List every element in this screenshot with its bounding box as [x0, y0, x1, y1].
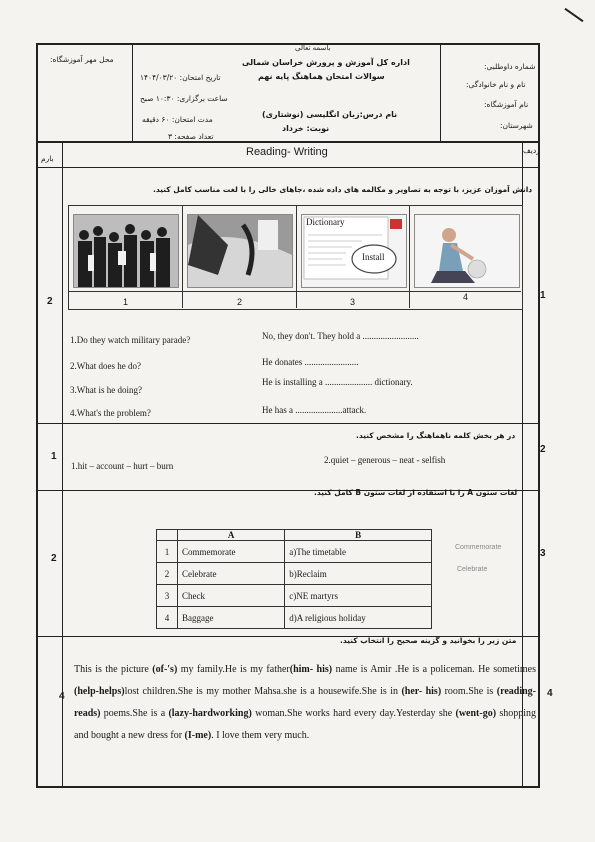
choice-8: (I-me) [184, 730, 212, 741]
q4-row: 4 [547, 688, 553, 699]
row-column-label: ردیف [523, 146, 540, 155]
column-a-cell: Check [178, 585, 285, 607]
bleed-through-text-1: Commemorate [455, 544, 502, 551]
exam-duration: مدت امتحان: ۶۰ دقیقه [142, 115, 213, 124]
table-row: 2 Celebrate b)Reclaim [157, 563, 432, 585]
q1-item-3-answer: He is installing a ..................... dictionary. [262, 377, 413, 387]
q3-instruction: لغات ستون A را با استفاده از لغات ستون B کامل کنید. [314, 488, 518, 497]
dictionary-image [301, 214, 407, 288]
pen-mark [564, 8, 583, 22]
exam-date: تاریخ امتحان: ۱۴۰۴/۰۳/۲۰ [140, 73, 221, 82]
choice-3: (help-helps) [74, 686, 125, 697]
stamp-place: محل مهر آموزشگاه: [50, 55, 114, 64]
q1-item-4-question: 4.What's the problem? [70, 408, 151, 418]
column-b-cell: d)A religious holiday [285, 607, 432, 629]
q3-score: 2 [51, 553, 57, 564]
choice-6: (lazy-hardworking) [168, 708, 252, 719]
q1-item-1-question: 1.Do they watch military parade? [70, 335, 191, 345]
q4-score: 4 [59, 691, 65, 702]
bleed-through-text-2: Celebrate [457, 566, 488, 573]
term: نوبت: خرداد [282, 124, 330, 133]
section-title: Reading- Writing [246, 146, 328, 158]
table-row: 1 Commemorate a)The timetable [157, 541, 432, 563]
column-b-cell: a)The timetable [285, 541, 432, 563]
org-line: اداره کل آموزش و پرورش خراسان شمالی [242, 58, 410, 67]
matching-table [156, 529, 432, 629]
student-name-label: نام و نام خانوادگی: [466, 80, 526, 89]
table-row: 3 Check c)NE martyrs [157, 585, 432, 607]
subject: نام درس:زبان انگلیسی (نوشتاری) [262, 110, 398, 119]
school-name-label: نام آموزشگاه: [484, 100, 529, 109]
column-a-header: A [178, 530, 285, 541]
q1-row: 1 [540, 290, 546, 301]
q2-instruction: در هر بخش کلمه ناهماهنگ را مشخص کنید. [356, 431, 516, 440]
picture-number-4: 4 [463, 292, 469, 302]
table-row: 4 Baggage d)A religious holiday [157, 607, 432, 629]
q2-set-2: 2.quiet – generous – neat - selfish [324, 455, 446, 465]
q2-row: 2 [540, 444, 546, 455]
exam-time: ساعت برگزاری: ۱۰:۳۰ صبح [140, 94, 228, 103]
q4-instruction: متن زیر را بخوانید و گزینه صحیح را انتخاب کنید. [340, 636, 517, 645]
city-label: شهرستان: [500, 121, 533, 130]
blood-donation-image [187, 214, 293, 288]
heart-attack-image [414, 214, 520, 288]
install-caption: Install [362, 252, 385, 262]
column-a-cell: Baggage [178, 607, 285, 629]
q1-item-4-answer: He has a .....................attack. [262, 405, 367, 415]
column-b-header: B [285, 530, 432, 541]
column-b-cell: b)Reclaim [285, 563, 432, 585]
picture-number-1: 1 [123, 297, 129, 307]
column-a-cell: Commemorate [178, 541, 285, 563]
q1-item-3-question: 3.What is he doing? [70, 385, 142, 395]
choice-4: (her- his) [401, 686, 442, 697]
q1-item-2-answer: He donates ........................ [262, 357, 359, 367]
bismillah: باسمه تعالی [295, 44, 331, 52]
choice-5: (reading-reads) [74, 686, 537, 719]
q3-row: 3 [540, 548, 546, 559]
score-column-label: بارم [41, 154, 54, 163]
exam-line: سوالات امتحان هماهنگ پایه نهم [258, 72, 385, 81]
q2-set-1: 1.hit – account – hurt – burn [71, 461, 174, 471]
choice-2: (him- his) [289, 664, 333, 675]
seat-number-label: شماره داوطلبی: [484, 62, 536, 71]
choice-1: (of-'s) [152, 664, 178, 675]
column-a-cell: Celebrate [178, 563, 285, 585]
q1-score: 2 [47, 296, 53, 307]
military-parade-image [73, 214, 179, 288]
q2-score: 1 [51, 451, 57, 462]
choice-7: (went-go) [455, 708, 497, 719]
q1-instruction: دانش آموزان عزیز، با توجه به تصاویر و مکالمه های داده شده ،جاهای خالی را با لغت مناسب کامل کنید. [153, 185, 533, 194]
page-count: تعداد صفحه: ۳ [168, 132, 214, 141]
q1-item-1-answer: No, they don't. They hold a ......................... [262, 331, 419, 341]
dictionary-caption: Dictionary [306, 217, 345, 227]
q1-item-2-question: 2.What does he do? [70, 361, 141, 371]
picture-number-2: 2 [237, 297, 243, 307]
column-b-cell: c)NE martyrs [285, 585, 432, 607]
reading-passage: This is the picture (of-'s) my family.He is my father(him- his) name is Amir .He is a policeman. He sometimes (help-helps)lost children.She is my mother Mahsa.she is a housewife.She is in (her- his) room.She is (reading-reads) poems.She is a (lazy-hardworking) woman.She works hard every day.Yesterday she (went-go) shopping and bought a new dress for (I-me). I love them very much. [74, 664, 537, 741]
picture-number-3: 3 [350, 297, 356, 307]
